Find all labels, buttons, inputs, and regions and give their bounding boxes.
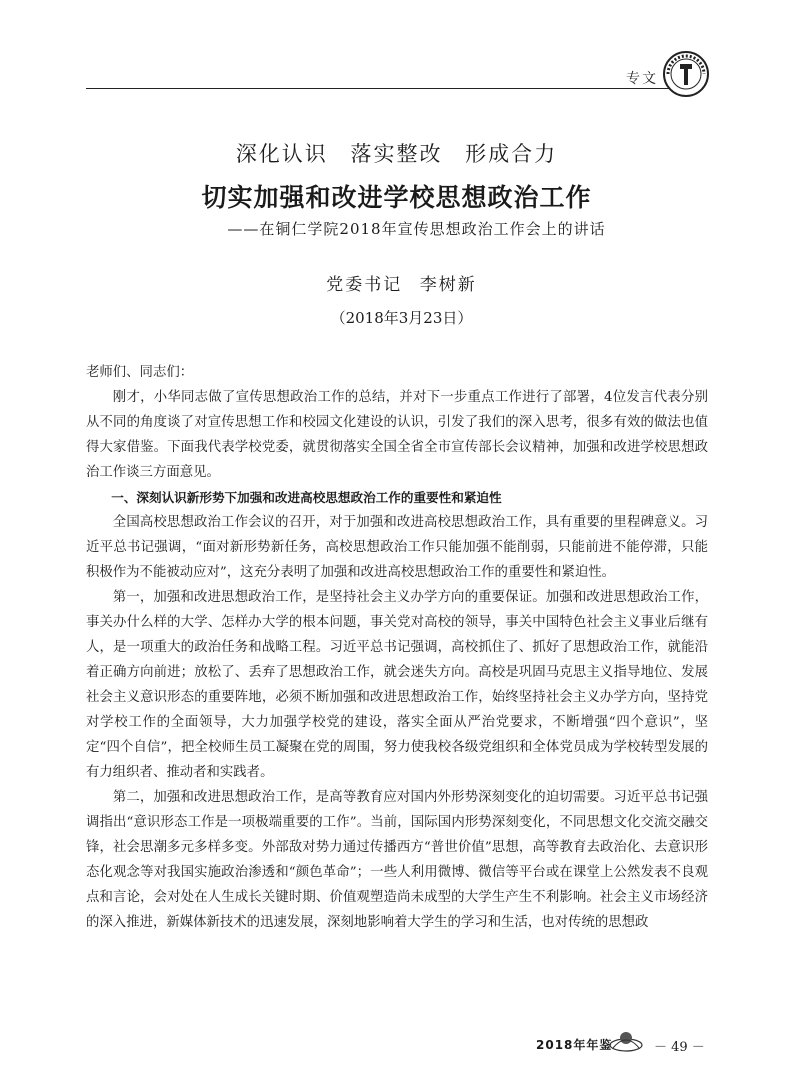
yearbook-ornament-icon [605, 1028, 647, 1054]
university-emblem-icon [662, 50, 710, 98]
paragraph: 全国高校思想政治工作会议的召开，对于加强和改进高校思想政治工作，具有重要的里程碑意义。习近平总书记强调，“面对新形势新任务，高校思想政治工作只能加强不能削弱，只能前进不能停滞，只能积极作为不能被动应对”，这充分表明了加强和改进高校思想政治工作的重要性和紧迫性。 [86, 515, 708, 580]
yearbook-label: 2018年年鉴 [536, 1038, 613, 1052]
speech-date: （2018年3月23日） [330, 309, 473, 327]
article-body [86, 360, 708, 935]
page-number: － 49 － [654, 1040, 705, 1055]
paragraph: 刚才，小华同志做了宣传思想政治工作的总结，并对下一步重点工作进行了部署，4位发言代表分别从不同的角度谈了对宣传思想工作和校园文化建设的认识，引发了我们的深入思考，很多有效的做法也值得大家借鉴。下面我代表学校党委，就贯彻落实全国全省全市宣传部长会议精神，加强和改进学校思想政治工作谈三方面意见。 [86, 390, 708, 480]
author-name: 党委书记 李树新 [326, 275, 477, 295]
paragraph: 第二，加强和改进思想政治工作，是高等教育应对国内外形势深刻变化的迫切需要。习近平总书记强调指出“意识形态工作是一项极端重要的工作”。当前，国际国内形势深刻变化，不同思想文化交流交融交锋，社会思潮多元多样多变。外部敌对势力通过传播西方“普世价值”思想，高等教育去政治化、去意识形态化观念等对我国实施政治渗透和“颜色革命”；一些人利用微博、微信等平台或在课堂上公然发表不良观点和言论，会对处在人生成长关键时期、价值观塑造尚未成型的大学生产生不利影响。社会主义市场经济的深入推进，新媒体新技术的迅速发展，深刻地影响着大学生的学习和生活，也对传统的思想政 [86, 790, 708, 930]
greeting: 老师们、同志们： [86, 365, 194, 380]
article-subtitle: ——在铜仁学院2018年宣传思想政治工作会上的讲话 [227, 220, 606, 238]
article-heading: 深化认识 落实整改 形成合力 [235, 142, 558, 166]
section-tag: 专文 [626, 71, 658, 87]
section-heading: 一、深刻认识新形势下加强和改进高校思想政治工作的重要性和紧迫性 [111, 490, 502, 505]
article-title: 切实加强和改进学校思想政治工作 [201, 183, 592, 212]
title-block [0, 138, 793, 239]
paragraph: 第一，加强和改进思想政治工作，是坚持社会主义办学方向的重要保证。加强和改进思想政治工作，事关办什么样的大学、怎样办大学的根本问题，事关党对高校的领导，事关中国特色社会主义事业后继有人，是一项重大的政治任务和战略工程。习近平总书记强调，高校抓住了、抓好了思想政治工作，就能沿着正确方向前进；放松了、丢弃了思想政治工作，就会迷失方向。高校是巩固马克思主义指导地位、发展社会主义意识形态的重要阵地，必须不断加强和改进思想政治工作，始终坚持社会主义办学方向，坚持党对学校工作的全面领导，大力加强学校党的建设，落实全面从严治党要求，不断增强“四个意识”，坚定“四个自信”，把全校师生员工凝聚在党的周围，努力使我校各级党组织和全体党员成为学校转型发展的有力组织者、推动者和实践者。 [86, 590, 708, 780]
header-rule [86, 88, 678, 89]
author-block [0, 270, 793, 328]
